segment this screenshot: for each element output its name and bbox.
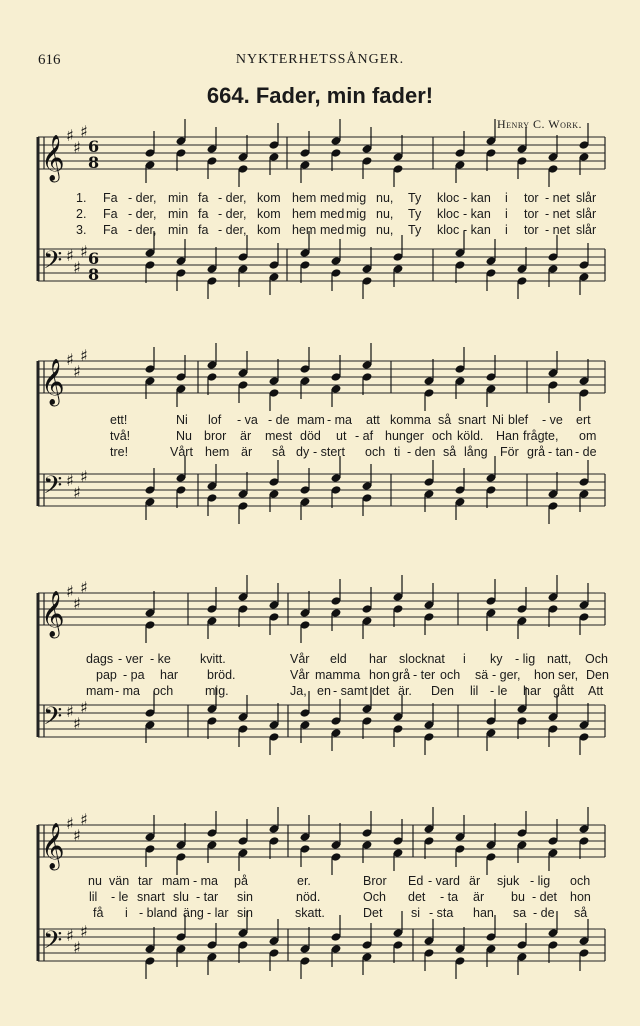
- lyric-syllable: er.: [297, 874, 311, 888]
- sharp-sign: ♯: [66, 702, 74, 721]
- lyric-syllable: lof: [208, 413, 222, 427]
- lyric-syllable: mam: [162, 874, 190, 888]
- lyric-line: [0, 445, 640, 461]
- treble-clef: 𝄞: [41, 591, 65, 637]
- bass-clef: 𝄢: [43, 471, 63, 506]
- sharp-sign: ♯: [73, 938, 81, 957]
- lyric-syllable: och: [570, 874, 591, 888]
- time-signature: 8: [88, 265, 100, 284]
- lyric-line: [0, 413, 640, 429]
- lyric-syllable: i: [463, 652, 466, 666]
- lyric-syllable: - ma: [115, 684, 140, 698]
- lyric-line: [0, 890, 640, 906]
- lyric-syllable: är: [473, 890, 485, 904]
- lyric-syllable: slocknat: [399, 652, 445, 666]
- lyric-syllable: - der,: [128, 191, 157, 205]
- lyric-syllable: Den: [586, 668, 609, 682]
- lyric-syllable: Vårt: [170, 445, 193, 459]
- lyric-syllable: nöd.: [296, 890, 321, 904]
- lyric-syllable: 3.: [76, 223, 87, 237]
- treble-clef: 𝄞: [41, 359, 65, 405]
- lyric-syllable: i: [505, 207, 508, 221]
- lyric-syllable: han: [473, 906, 494, 920]
- lyric-syllable: har: [369, 652, 388, 666]
- lyric-syllable: - ma: [327, 413, 352, 427]
- lyric-syllable: - kan: [463, 191, 491, 205]
- lyric-syllable: min: [168, 207, 189, 221]
- lyric-syllable: tre!: [110, 445, 129, 459]
- sharp-sign: ♯: [80, 810, 88, 829]
- lyric-syllable: pap: [96, 668, 117, 682]
- lyric-syllable: slår: [576, 191, 597, 205]
- lyric-syllable: Det: [363, 906, 383, 920]
- lyric-syllable: - der,: [218, 207, 247, 221]
- lyric-syllable: och: [440, 668, 461, 682]
- lyric-syllable: tor: [524, 191, 539, 205]
- lyric-syllable: och: [153, 684, 174, 698]
- lyric-syllable: bu: [511, 890, 525, 904]
- lyric-syllable: sin: [237, 906, 253, 920]
- sharp-sign: ♯: [80, 467, 88, 486]
- lyric-syllable: det: [408, 890, 426, 904]
- lyric-syllable: - sta: [429, 906, 454, 920]
- lyric-syllable: - va: [237, 413, 258, 427]
- lyric-syllable: lång: [464, 445, 488, 459]
- lyric-syllable: har: [160, 668, 179, 682]
- lyric-syllable: det: [372, 684, 390, 698]
- lyric-syllable: nu,: [376, 191, 394, 205]
- sharp-sign: ♯: [73, 714, 81, 733]
- lyric-syllable: är: [240, 429, 252, 443]
- lyric-line: [0, 191, 640, 207]
- lyric-syllable: - lar: [207, 906, 229, 920]
- lyric-syllable: För: [500, 445, 519, 459]
- time-signature: 6: [88, 137, 100, 156]
- lyric-line: [0, 207, 640, 223]
- sharp-sign: ♯: [80, 578, 88, 597]
- lyric-syllable: - tar: [196, 890, 219, 904]
- treble-staff: [38, 825, 605, 857]
- lyric-syllable: ser,: [558, 668, 579, 682]
- lyric-syllable: Vår: [290, 668, 310, 682]
- lyric-syllable: ett!: [110, 413, 128, 427]
- lyric-syllable: - net: [545, 223, 571, 237]
- lyric-syllable: få: [93, 906, 104, 920]
- lyric-syllable: snart: [458, 413, 486, 427]
- lyric-line: [0, 668, 640, 684]
- lyric-syllable: hon: [369, 668, 390, 682]
- lyric-syllable: nu,: [376, 223, 394, 237]
- lyric-syllable: bror: [204, 429, 227, 443]
- lyric-syllable: kom: [257, 223, 281, 237]
- lyric-syllable: hem: [205, 445, 230, 459]
- lyric-syllable: - kan: [463, 207, 491, 221]
- lyric-syllable: Ed: [408, 874, 424, 888]
- lyric-syllable: grå: [392, 668, 411, 682]
- bass-clef: 𝄢: [43, 926, 63, 961]
- lyric-syllable: ert: [576, 413, 591, 427]
- lyric-syllable: - tan: [548, 445, 574, 459]
- lyric-syllable: så: [443, 445, 457, 459]
- bass-staff: [38, 474, 605, 506]
- lyric-syllable: - le: [111, 890, 129, 904]
- treble-clef: 𝄞: [41, 135, 65, 181]
- lyric-syllable: är: [241, 445, 253, 459]
- lyric-syllable: grå: [527, 445, 546, 459]
- lyric-syllable: 2.: [76, 207, 87, 221]
- lyric-syllable: mamma: [315, 668, 361, 682]
- lyric-syllable: dags: [86, 652, 114, 666]
- lyric-syllable: nu: [88, 874, 102, 888]
- lyric-syllable: mam: [297, 413, 325, 427]
- lyric-syllable: tar: [138, 874, 153, 888]
- lyric-syllable: kloc: [437, 207, 460, 221]
- lyric-syllable: Fa: [103, 191, 118, 205]
- lyric-syllable: Och: [363, 890, 386, 904]
- lyric-syllable: - ger,: [492, 668, 521, 682]
- lyric-syllable: är: [469, 874, 481, 888]
- lyric-syllable: kvitt.: [200, 652, 226, 666]
- lyric-syllable: så: [272, 445, 286, 459]
- sharp-sign: ♯: [66, 350, 74, 369]
- lyric-syllable: min: [168, 191, 189, 205]
- lyric-syllable: eld: [330, 652, 347, 666]
- lyric-syllable: snart: [137, 890, 165, 904]
- lyric-syllable: sin: [237, 890, 253, 904]
- lyric-syllable: - der,: [128, 207, 157, 221]
- lyric-syllable: på: [234, 874, 248, 888]
- lyric-syllable: gått: [553, 684, 574, 698]
- lyric-syllable: har: [523, 684, 542, 698]
- sharp-sign: ♯: [66, 126, 74, 145]
- lyric-syllable: Ja,: [290, 684, 307, 698]
- lyric-syllable: kom: [257, 191, 281, 205]
- lyric-syllable: hon: [534, 668, 555, 682]
- lyric-syllable: si: [411, 906, 421, 920]
- lyric-syllable: kloc: [437, 191, 460, 205]
- lyric-syllable: frågte,: [523, 429, 559, 443]
- sharp-sign: ♯: [73, 138, 81, 157]
- lyric-syllable: äng: [183, 906, 204, 920]
- lyric-syllable: hem: [292, 191, 317, 205]
- lyric-syllable: mam: [86, 684, 114, 698]
- bass-clef: 𝄢: [43, 702, 63, 737]
- lyric-syllable: i: [505, 191, 508, 205]
- lyric-syllable: - stert: [313, 445, 345, 459]
- sharp-sign: ♯: [80, 922, 88, 941]
- lyric-syllable: sjuk: [497, 874, 520, 888]
- treble-clef: 𝄞: [41, 823, 65, 869]
- lyric-syllable: - det: [532, 890, 558, 904]
- lyric-syllable: Och: [585, 652, 608, 666]
- lyric-syllable: sä: [475, 668, 489, 682]
- lyric-syllable: - ter: [413, 668, 436, 682]
- lyric-syllable: - bland: [139, 906, 178, 920]
- lyric-syllable: Vår: [290, 652, 310, 666]
- lyric-syllable: ut: [336, 429, 347, 443]
- lyric-syllable: - kan: [463, 223, 491, 237]
- lyric-syllable: - ve: [542, 413, 563, 427]
- lyric-syllable: mig: [346, 207, 367, 221]
- time-signature: 6: [88, 249, 100, 268]
- lyric-syllable: ti: [394, 445, 401, 459]
- sharp-sign: ♯: [73, 483, 81, 502]
- lyric-syllable: hem: [292, 207, 317, 221]
- lyric-syllable: skatt.: [295, 906, 325, 920]
- lyric-syllable: Han: [496, 429, 519, 443]
- lyric-syllable: Ty: [408, 207, 422, 221]
- lyric-syllable: Fa: [103, 207, 118, 221]
- lyric-syllable: natt,: [547, 652, 572, 666]
- sharp-sign: ♯: [66, 814, 74, 833]
- lyric-syllable: är.: [398, 684, 412, 698]
- lyric-syllable: köld.: [457, 429, 484, 443]
- lyric-syllable: lil: [470, 684, 479, 698]
- lyric-line: [0, 223, 640, 239]
- lyric-syllable: mig: [346, 223, 367, 237]
- lyric-syllable: tor: [524, 223, 539, 237]
- lyric-syllable: - ke: [150, 652, 171, 666]
- page-number: 616: [38, 52, 61, 68]
- lyric-syllable: och: [432, 429, 453, 443]
- lyric-syllable: 1.: [76, 191, 87, 205]
- lyric-syllable: Ni: [176, 413, 188, 427]
- sharp-sign: ♯: [73, 362, 81, 381]
- lyric-line: [0, 874, 640, 890]
- time-signature: 8: [88, 153, 100, 172]
- lyric-syllable: i: [125, 906, 128, 920]
- sharp-sign: ♯: [73, 826, 81, 845]
- lyric-syllable: sa: [513, 906, 527, 920]
- lyric-syllable: Att: [588, 684, 604, 698]
- lyric-syllable: med: [320, 191, 345, 205]
- lyric-line: [0, 429, 640, 445]
- lyric-syllable: om: [579, 429, 597, 443]
- lyric-syllable: ky: [490, 652, 503, 666]
- lyric-syllable: hunger: [385, 429, 424, 443]
- running-head: NYKTERHETSSÅNGER.: [235, 52, 405, 67]
- lyric-syllable: Den: [431, 684, 454, 698]
- sharp-sign: ♯: [80, 346, 88, 365]
- sharp-sign: ♯: [80, 242, 88, 261]
- lyric-syllable: så: [574, 906, 588, 920]
- lyric-syllable: med: [320, 207, 345, 221]
- lyric-syllable: en: [317, 684, 331, 698]
- sharp-sign: ♯: [73, 594, 81, 613]
- lyric-syllable: hon: [570, 890, 591, 904]
- lyric-line: [0, 684, 640, 700]
- lyric-syllable: - af: [355, 429, 374, 443]
- lyric-syllable: kom: [257, 207, 281, 221]
- lyric-syllable: så: [438, 413, 452, 427]
- lyric-line: [0, 906, 640, 922]
- lyric-syllable: - der,: [218, 191, 247, 205]
- composer-credit: Henry C. Work.: [496, 117, 582, 131]
- lyric-syllable: - den: [407, 445, 436, 459]
- sharp-sign: ♯: [66, 246, 74, 265]
- lyric-syllable: fa: [198, 223, 209, 237]
- lyric-syllable: - de: [533, 906, 555, 920]
- lyric-syllable: med: [320, 223, 345, 237]
- lyric-syllable: nu,: [376, 207, 394, 221]
- lyric-syllable: Fa: [103, 223, 118, 237]
- lyric-syllable: - de: [575, 445, 597, 459]
- lyric-syllable: och: [365, 445, 386, 459]
- sharp-sign: ♯: [73, 258, 81, 277]
- lyric-syllable: att: [366, 413, 380, 427]
- lyric-syllable: - ta: [440, 890, 459, 904]
- lyric-syllable: fa: [198, 207, 209, 221]
- lyric-syllable: bröd.: [207, 668, 236, 682]
- lyric-syllable: fa: [198, 191, 209, 205]
- lyric-syllable: Ni: [492, 413, 504, 427]
- lyric-syllable: tor: [524, 207, 539, 221]
- lyric-syllable: - vard: [428, 874, 460, 888]
- sharp-sign: ♯: [80, 698, 88, 717]
- treble-staff: [38, 361, 605, 393]
- lyric-syllable: död: [300, 429, 321, 443]
- lyric-syllable: - pa: [123, 668, 145, 682]
- lyric-syllable: - ma: [193, 874, 218, 888]
- lyric-syllable: kloc: [437, 223, 460, 237]
- lyric-syllable: Nu: [176, 429, 192, 443]
- lyric-syllable: - ver: [118, 652, 143, 666]
- lyric-syllable: - net: [545, 207, 571, 221]
- lyric-syllable: - der,: [218, 223, 247, 237]
- lyric-syllable: Ty: [408, 191, 422, 205]
- lyric-syllable: Ty: [408, 223, 422, 237]
- lyric-syllable: - net: [545, 191, 571, 205]
- lyric-syllable: slu: [173, 890, 189, 904]
- lyric-syllable: vän: [109, 874, 130, 888]
- lyric-syllable: dy: [296, 445, 310, 459]
- lyric-syllable: slår: [576, 207, 597, 221]
- lyric-syllable: lil: [89, 890, 98, 904]
- lyric-syllable: hem: [292, 223, 317, 237]
- lyric-syllable: - lig: [515, 652, 536, 666]
- lyric-syllable: två!: [110, 429, 131, 443]
- lyric-syllable: Bror: [363, 874, 387, 888]
- lyric-syllable: slår: [576, 223, 597, 237]
- lyric-syllable: - lig: [530, 874, 551, 888]
- lyric-syllable: mest: [265, 429, 293, 443]
- lyric-syllable: - le: [490, 684, 508, 698]
- lyric-syllable: - der,: [128, 223, 157, 237]
- bass-clef: 𝄢: [43, 246, 63, 281]
- lyric-syllable: - de: [268, 413, 290, 427]
- lyric-syllable: - samt: [333, 684, 368, 698]
- sharp-sign: ♯: [66, 471, 74, 490]
- sharp-sign: ♯: [80, 122, 88, 141]
- hymn-title: 664. Fader, min fader!: [206, 83, 434, 108]
- lyric-syllable: min: [168, 223, 189, 237]
- lyric-syllable: mig.: [205, 684, 229, 698]
- lyric-line: [0, 652, 640, 668]
- bass-staff: [38, 249, 605, 281]
- lyric-syllable: komma: [390, 413, 431, 427]
- sharp-sign: ♯: [66, 926, 74, 945]
- sharp-sign: ♯: [66, 582, 74, 601]
- lyric-syllable: blef: [508, 413, 529, 427]
- lyric-syllable: mig: [346, 191, 367, 205]
- lyric-syllable: i: [505, 223, 508, 237]
